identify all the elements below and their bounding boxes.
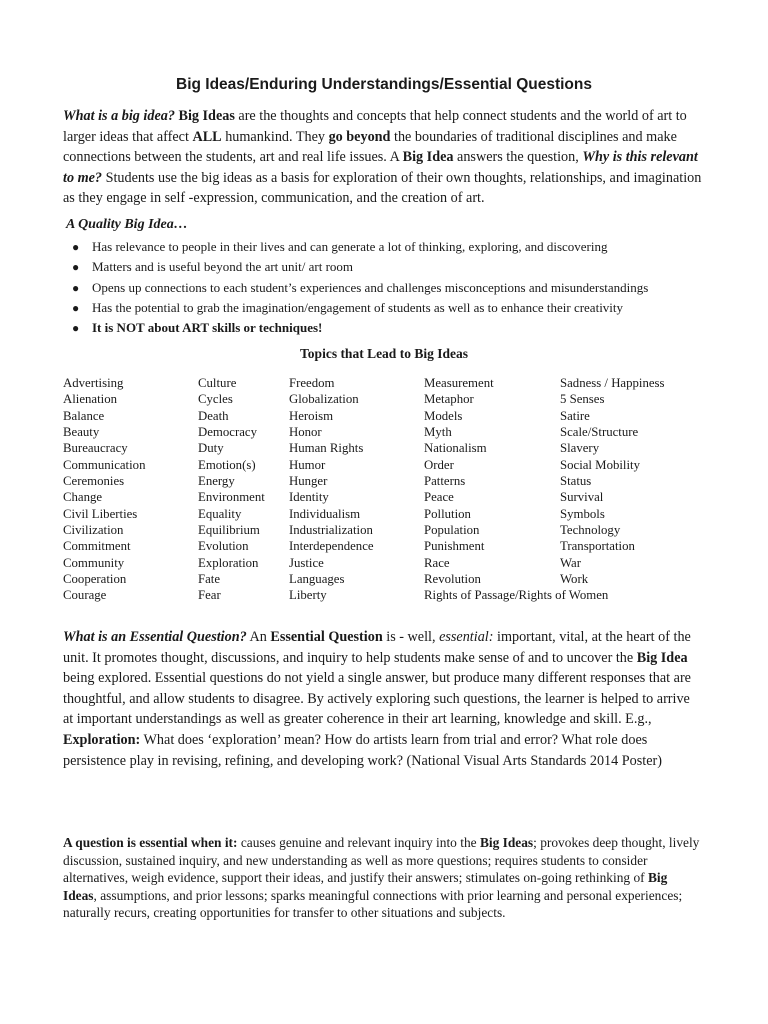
topic-item: Rights of Passage/Rights of Women [424, 588, 609, 603]
bullet-icon: ● [72, 280, 80, 295]
topic-item: Status [560, 474, 592, 489]
topic-item: Satire [560, 408, 590, 423]
topic-item: Identity [289, 490, 329, 505]
topic-item: Equality [198, 506, 242, 521]
topic-item: Energy [198, 474, 235, 489]
topic-item: Justice [289, 555, 324, 570]
topic-item: Heroism [289, 408, 334, 423]
bullet-icon: ● [72, 321, 80, 336]
list-item: ● Has the potential to grab the imagination/engagement of students as well as to enhance their creativity [72, 299, 624, 315]
essential-when-lead: A question is essential when it: [63, 835, 238, 850]
topic-item: Technology [560, 523, 621, 538]
topic-item: Individualism [289, 506, 361, 521]
topics-column-3 [289, 375, 374, 604]
topic-item: Metaphor [424, 392, 474, 407]
list-item: ● Matters and is useful beyond the art unit/ art room [72, 259, 354, 275]
topic-item: Population [424, 523, 480, 538]
topic-item: Race [424, 555, 450, 570]
topics-heading: Topics that Lead to Big Ideas [300, 346, 468, 361]
topic-item: Balance [63, 408, 105, 423]
quality-bullet-list [68, 238, 708, 339]
topic-item: Peace [424, 490, 454, 505]
big-idea-paragraph: What is a big idea? Big Ideas are the thoughts and concepts that help connect students and the world of art to larger ideas that affect ALL humankind. They go beyond the boundaries of traditional disciplines and make connections between the students, art and real life issues. A Big Idea answers the question, Why is this relevant to me? Students use the big ideas as a basis for exploration of their own thoughts, relationships, and imagination as they engage in self -expression, communication, and the creation of art. [63, 108, 702, 207]
topic-item: Ceremonies [63, 474, 125, 489]
topic-item: Change [63, 490, 103, 505]
topic-item: Punishment [424, 539, 485, 554]
topic-item: Commitment [63, 539, 131, 554]
topic-item: Languages [289, 572, 345, 587]
topic-item: Cooperation [63, 572, 127, 587]
topic-item: Revolution [424, 572, 481, 587]
topic-item: Death [198, 408, 229, 423]
bullet-icon: ● [72, 300, 80, 315]
topic-item: Duty [198, 441, 224, 456]
topic-item: Sadness / Happiness [560, 376, 665, 390]
topic-item: Interdependence [289, 539, 374, 554]
topic-item: Equilibrium [198, 523, 260, 538]
topic-item: Order [424, 457, 454, 472]
topic-item: Emotion(s) [198, 457, 256, 472]
topic-item: Culture [198, 376, 237, 390]
topic-item: Work [560, 572, 589, 587]
topic-item: Liberty [289, 588, 327, 603]
list-item: ● Opens up connections to each student’s experiences and challenges misconceptions and misunderstandings [72, 279, 649, 295]
topic-item: 5 Senses [560, 392, 605, 407]
topics-column-1 [63, 375, 145, 604]
topic-item: Myth [424, 425, 452, 440]
topic-item: Scale/Structure [560, 425, 639, 440]
topic-item: Democracy [198, 425, 257, 440]
topic-item: Civil Liberties [63, 506, 138, 521]
topic-item: Social Mobility [560, 457, 640, 472]
bullet-icon: ● [72, 260, 80, 275]
topic-item: War [560, 555, 581, 570]
topic-item: Nationalism [424, 441, 487, 456]
topic-item: Humor [289, 457, 326, 472]
topic-item: Beauty [63, 425, 100, 440]
topic-item: Alienation [63, 392, 118, 407]
topic-item: Fear [198, 588, 221, 603]
list-item: ● Has relevance to people in their lives and can generate a lot of thinking, exploring, and discovering [72, 239, 608, 254]
topic-item: Patterns [424, 474, 466, 489]
bullet-icon: ● [72, 240, 80, 254]
topic-item: Evolution [198, 539, 249, 554]
topic-item: Courage [63, 588, 107, 603]
topic-item: Communication [63, 457, 146, 472]
topics-column-5 [560, 375, 665, 587]
essential-question-heading: What is an Essential Question? [63, 629, 247, 645]
topic-item: Community [63, 555, 125, 570]
topic-item: Civilization [63, 523, 124, 538]
topic-item: Hunger [289, 474, 328, 489]
topic-item: Advertising [63, 376, 124, 390]
topic-item: Exploration [198, 555, 259, 570]
topic-item: Cycles [198, 392, 233, 407]
topic-item: Bureaucracy [63, 441, 128, 456]
topic-item: Pollution [424, 506, 471, 521]
topic-item: Globalization [289, 392, 359, 407]
page-title: Big Ideas/Enduring Understandings/Essential Questions [176, 76, 592, 93]
topic-item: Human Rights [289, 441, 364, 456]
topics-column-2 [198, 375, 265, 604]
topic-item: Slavery [560, 441, 600, 456]
topic-item: Measurement [424, 376, 494, 390]
topic-item: Industrialization [289, 523, 373, 538]
list-item: ● It is NOT about ART skills or techniques! [72, 320, 323, 336]
topic-item: Freedom [289, 376, 335, 390]
essential-question-paragraph: What is an Essential Question? An Essential Question is - well, essential: important, vital, at the heart of the unit. It promotes thought, discussions, and inquiry to help students make sense of and to uncover the Big Idea being explored. Essential questions do not yield a single answer, but produce many different responses that are thoughtful, and allow students to disagree. By actively exploring such questions, the learner is helped to arrive at important understandings as well as greater coherence in their art learning, knowledge and skill. E.g., Exploration: What does ‘exploration’ mean? How do artists learn from trial and error? What role does persistence play in revising, refining, and developing work? (National Visual Arts Standards 2014 Poster) [63, 629, 691, 769]
topic-item: Transportation [560, 539, 635, 554]
topic-item: Models [424, 408, 463, 423]
topic-item: Environment [198, 490, 265, 505]
big-idea-question: What is a big idea? [63, 108, 175, 124]
topic-item: Fate [198, 572, 221, 587]
topic-item: Symbols [560, 506, 605, 521]
essential-when-paragraph: A question is essential when it: causes genuine and relevant inquiry into the Big Ideas; provokes deep thought, lively discussion, sustained inquiry, and new understanding as well as more questions; requires students to consider alternatives, weigh evidence, support their ideas, and justify their answers; stimulates on-going rethinking of Big Ideas, assumptions, and prior lessons; sparks meaningful connections with prior learning and personal experiences; naturally recurs, creating opportunities for transfer to other situations and subjects. [63, 835, 700, 921]
quality-big-idea-heading: A Quality Big Idea… [66, 217, 188, 232]
topic-item: Survival [560, 490, 604, 505]
topic-item: Honor [289, 425, 322, 440]
